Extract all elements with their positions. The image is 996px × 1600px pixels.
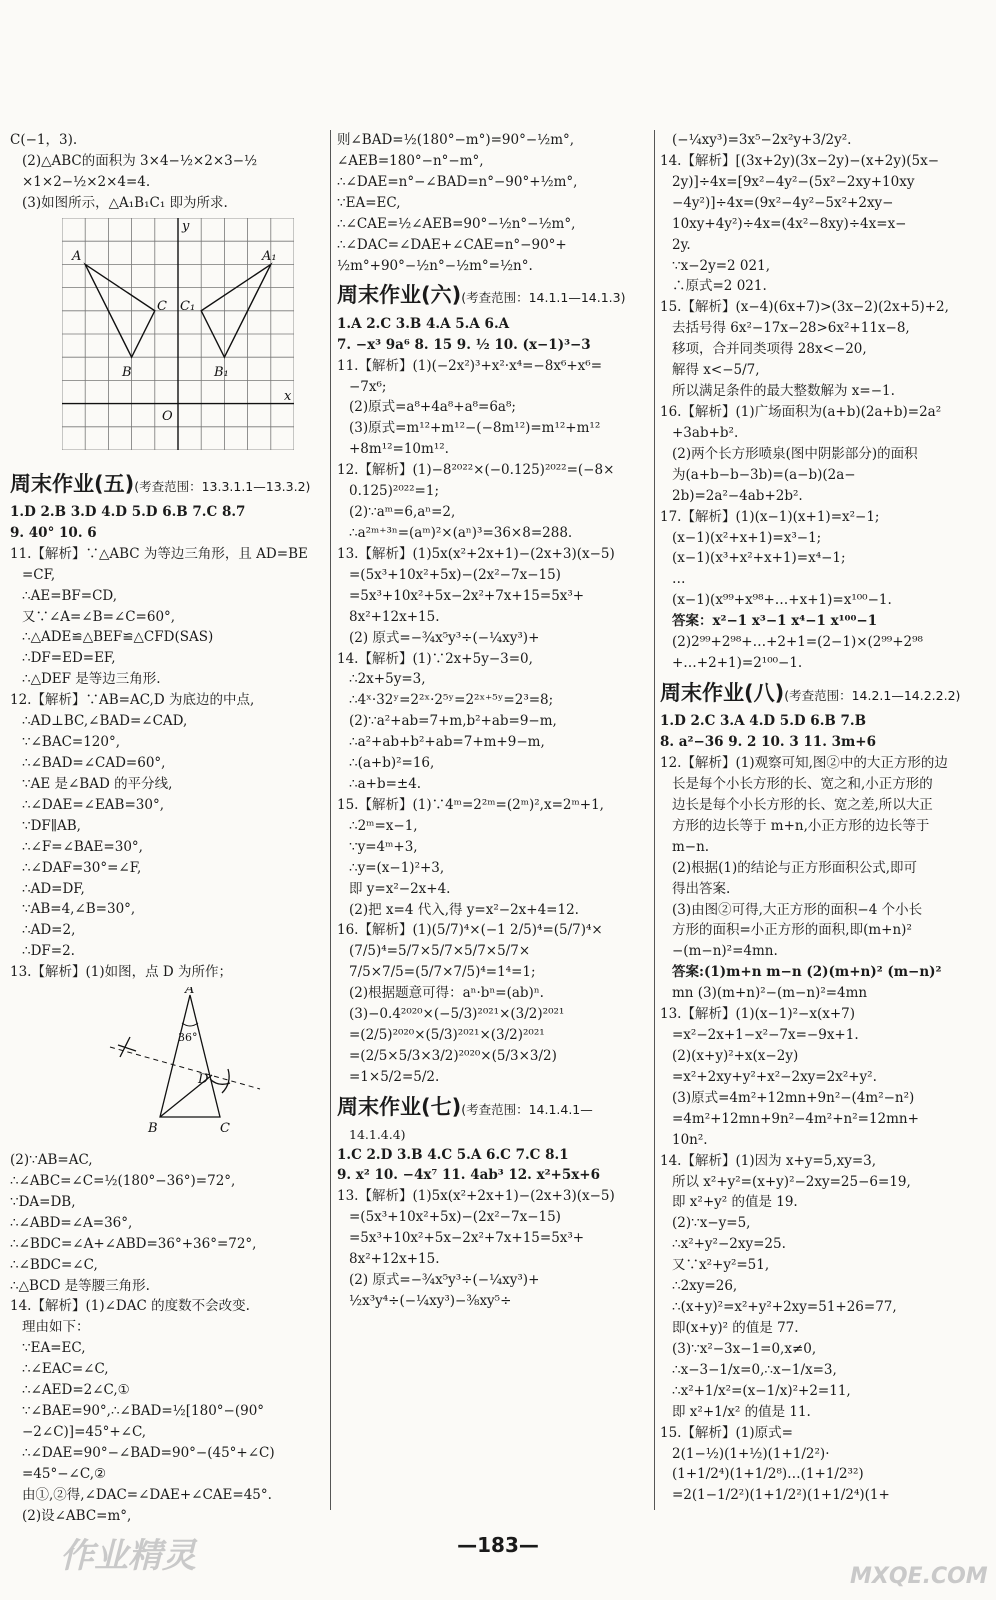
section-title-6: 周末作业(六)(考查范围：14.1.1—14.1.3) <box>337 283 626 308</box>
text-line: 去括号得 6x²−17x−28>6x²+11x−8, <box>672 320 910 337</box>
text-line: ∴∠DAE=n°−∠BAD=n°−90°+½m°, <box>337 173 578 190</box>
text-line: ∴x²+1/x²=(x−1/x)²+2=11, <box>672 1382 851 1399</box>
text-line: ∴∠DAE=∠EAB=30°, <box>22 796 165 813</box>
text-line: (x−1)(x⁹⁹+x⁹⁸+…+x+1)=x¹⁰⁰−1. <box>672 592 892 609</box>
text-line: 2(1−½)(1+½)(1+1/2²)· <box>672 1445 830 1462</box>
text-line: 2y. <box>672 236 691 253</box>
text-line: (2)两个长方形喷泉(图中阴影部分)的面积 <box>672 445 918 462</box>
point-label-C: C <box>157 298 167 314</box>
text-line: 7/5×7/5=(5/7×7/5)⁴=1⁴=1; <box>349 964 536 981</box>
column-divider <box>330 130 331 1510</box>
text-line: (2)∵x−y=5, <box>672 1215 751 1232</box>
text-line: ∵EA=EC, <box>22 1340 86 1357</box>
column-2 <box>337 130 649 1312</box>
text-line: m−n. <box>672 838 710 855</box>
text-line: 14.【解析】[(3x+2y)(3x−2y)−(x+2y)(5x− <box>660 152 940 169</box>
text-line: (7/5)⁴=5/7×5/7×5/7×5/7× <box>349 943 531 960</box>
answer-line: 7. −x³ 9a⁶ 8. 15 9. ½ 10. (x−1)³−3 <box>337 336 591 353</box>
text-line: −7x⁶; <box>349 378 387 395</box>
text-line: 所以 x²+y²=(x+y)²−2xy=25−6=19, <box>672 1173 911 1190</box>
column-divider <box>654 130 655 1510</box>
text-line: 又∵∠A=∠B=∠C=60°, <box>22 608 176 625</box>
text-line: ∴2x+5y=3, <box>349 671 426 688</box>
text-line: ∴a²+ab+b²+ab=7+m+9−m, <box>349 734 545 751</box>
watermark-text: 作业精灵 <box>60 1536 196 1576</box>
text-line: ∴x−3−1/x=0,∴x−1/x=3, <box>672 1361 837 1378</box>
text-line: ∴AD⊥BC,∠BAD=∠CAD, <box>22 713 188 730</box>
text-line: 17.【解析】(1)(x−1)(x+1)=x²−1; <box>660 508 880 525</box>
text-line: =x²−2x+1−x²−7x=−9x+1. <box>672 1027 859 1044</box>
text-line: C(−1，3). <box>10 132 78 148</box>
text-line: −(m−n)²=4mn. <box>672 943 778 960</box>
watermark-text: MXQE.COM <box>850 1564 988 1589</box>
text-line: 则∠BAD=½(180°−m°)=90°−½m°, <box>337 132 575 148</box>
text-line: ∴2ᵐ=x−1, <box>349 817 418 834</box>
text-line: 16.【解析】(1)(5/7)⁴×(−1 2/5)⁴=(5/7)⁴× <box>337 922 603 939</box>
text-line: (2)(x+y)²+x(x−2y) <box>672 1048 799 1065</box>
text-line: =x²+2xy+y²+x²−2xy=2x²+y². <box>672 1068 877 1085</box>
text-line: … <box>672 571 686 588</box>
text-line: ∴△ADE≌△BEF≌△CFD(SAS) <box>22 629 214 646</box>
text-line: ∴2xy=26, <box>672 1278 738 1295</box>
text-line: 12.【解析】∵AB=AC,D 为底边的中点, <box>10 692 255 709</box>
text-line: ∵∠BAE=90°,∴∠BAD=½[180°−(90° <box>22 1403 265 1420</box>
text-line: +3ab+b². <box>672 424 739 441</box>
text-line: (2)∵a²+ab=7+m,b²+ab=9−m, <box>349 713 557 730</box>
text-line: =(5x³+10x²+5x)−(2x²−7x−15) <box>349 566 561 583</box>
text-line: −4y²)]÷4x=(9x²−4y²−5x²+2xy− <box>672 194 894 211</box>
text-line: 14.【解析】(1)∠DAC 的度数不会改变. <box>10 1298 250 1315</box>
text-line: 所以满足条件的最大整数解为 x=−1. <box>672 383 895 400</box>
text-line: 又∵x²+y²=51, <box>672 1257 770 1274</box>
text-line: ∴(x+y)²=x²+y²+2xy=51+26=77, <box>672 1299 897 1316</box>
text-line: (3)∵x²−3x−1=0,x≠0, <box>672 1340 817 1357</box>
text-line: (2)根据(1)的结论与正方形面积公式,即可 <box>672 859 918 876</box>
text-line: ∵x−2y=2 021, <box>672 257 770 274</box>
text-line: ∵EA=EC, <box>337 194 401 211</box>
text-line: (2)设∠ABC=m°, <box>22 1507 132 1524</box>
text-line: ∵AE 是∠BAD 的平分线, <box>22 775 173 792</box>
point-label-B: B <box>122 364 132 380</box>
text-line: ∴∠F=∠BAE=30°, <box>22 838 143 855</box>
text-line: (3)原式=4m²+12mn+9n²−(4m²−n²) <box>672 1089 915 1106</box>
text-line: ×1×2−½×2×4=4. <box>22 173 151 190</box>
answer-line: 答案:(1)m+n m−n (2)(m+n)² (m−n)² <box>672 964 942 981</box>
text-line: ∵y=4ᵐ+3, <box>349 838 418 855</box>
answer-line: 答案：x²−1 x³−1 x⁴−1 x¹⁰⁰−1 <box>672 613 878 630</box>
text-line: 解得 x<−5/7, <box>672 362 760 379</box>
text-line: ∴y=(x−1)²+3, <box>349 859 445 876</box>
section-range-cont: 14.1.4.4) <box>349 1127 406 1143</box>
text-line: 11.【解析】∵△ABC 为等边三角形，且 AD=BE <box>10 545 308 562</box>
text-line: (2)∵aᵐ=6,aⁿ=2, <box>349 504 456 521</box>
text-line: ∴DF=2. <box>22 943 75 960</box>
text-line: 12.【解析】(1)−8²⁰²²×(−0.125)²⁰²²=(−8× <box>337 462 615 479</box>
text-line: +8m¹²=10m¹². <box>349 441 449 458</box>
point-label-A: A <box>72 248 82 264</box>
text-line: ∴AE=BF=CD, <box>22 587 118 604</box>
text-line: 15.【解析】(1)原式= <box>660 1424 793 1441</box>
text-line: =(2/5×5/3×3/2)²⁰²⁰×(5/3×3/2) <box>349 1048 557 1065</box>
section-title-8: 周末作业(八)(考查范围：14.2.1—14.2.2.2) <box>660 680 961 705</box>
text-line: 13.【解析】(1)5x(x²+2x+1)−(2x+3)(x−5) <box>337 1188 615 1205</box>
text-line: (x−1)(x²+x+1)=x³−1; <box>672 529 822 546</box>
text-line: 16.【解析】(1)广场面积为(a+b)(2a+b)=2a² <box>660 403 942 420</box>
text-line: 2y)]÷4x=[9x²−4y²−(5x²−2xy+10xy <box>672 173 915 190</box>
answer-line: 1.A 2.C 3.B 4.A 5.A 6.A <box>337 315 510 332</box>
text-line: 理由如下： <box>22 1319 90 1336</box>
vertex-label-C: C <box>220 1121 230 1137</box>
text-line: (2)根据题意可得：aⁿ·bⁿ=(ab)ⁿ. <box>349 985 544 1002</box>
column-1 <box>10 130 332 1527</box>
origin-label: O <box>162 408 173 424</box>
text-line: 得出答案. <box>672 880 731 897</box>
text-line: =45°−∠C,② <box>22 1465 107 1482</box>
text-line: 边长是每个小长方形的长、宽之差,所以大正 <box>672 796 933 813</box>
text-line: ½m°+90°−½n°−½m°=½n°. <box>337 257 533 274</box>
text-line: (3)−0.4²⁰²⁰×(−5/3)²⁰²¹×(3/2)²⁰²¹ <box>349 1006 565 1023</box>
point-label-C1: C₁ <box>180 298 196 314</box>
text-line: ∴AD=2, <box>22 922 76 939</box>
text-line: ∵∠BAC=120°, <box>22 734 121 751</box>
text-line: ∴(a+b)²=16, <box>349 755 435 772</box>
point-label-D: D <box>198 1072 209 1088</box>
text-line: ∴∠DAE=90°−∠BAD=90°−(45°+∠C) <box>22 1444 275 1461</box>
answer-line: 1.D 2.B 3.D 4.D 5.D 6.B 7.C 8.7 <box>10 503 246 520</box>
triangle-construction-figure <box>90 987 270 1137</box>
text-line: (2) 原式=−¾x⁵y³÷(−¼xy³)+ <box>349 629 540 646</box>
text-line: (3)如图所示，△A₁B₁C₁ 即为所求. <box>22 194 228 211</box>
text-line: =(2/5)²⁰²⁰×(5/3)²⁰²¹×(3/2)²⁰²¹ <box>349 1027 545 1044</box>
text-line: ∴原式=2 021. <box>672 278 767 295</box>
vertex-label-A: A <box>185 987 195 998</box>
section-title-7: 周末作业(七)(考查范围：14.1.4.1— <box>337 1094 593 1119</box>
text-line: ∴∠BAD=∠CAD=60°, <box>22 754 166 771</box>
text-line: ∴4ˣ·32ʸ=2²ˣ·2⁵ʸ=2²ˣ⁺⁵ʸ=2³=8; <box>349 692 554 709</box>
angle-label: 36° <box>178 1031 198 1045</box>
answer-line: 8. a²−36 9. 2 10. 3 11. 3m+6 <box>660 734 876 751</box>
vertex-label-B: B <box>148 1121 158 1137</box>
answer-line: 1.C 2.D 3.B 4.C 5.A 6.C 7.C 8.1 <box>337 1146 569 1163</box>
text-line: 15.【解析】(x−4)(6x+7)>(3x−2)(2x+5)+2, <box>660 299 949 316</box>
text-line: 10n². <box>672 1131 708 1148</box>
text-line: (2)∵AB=AC, <box>10 1152 93 1169</box>
text-line: (2)把 x=4 代入,得 y=x²−2x+4=12. <box>349 901 579 918</box>
text-line: (2)2⁹⁹+2⁹⁸+…+2+1=(2−1)×(2⁹⁹+2⁹⁸ <box>672 634 923 651</box>
text-line: =5x³+10x²+5x−2x²+7x+15=5x³+ <box>349 587 585 604</box>
answer-line: 9. x² 10. −4x⁷ 11. 4ab³ 12. x²+5x+6 <box>337 1167 600 1184</box>
text-line: 14.【解析】(1)∵2x+5y−3=0, <box>337 650 533 667</box>
text-line: 13.【解析】(1)(x−1)²−x(x+7) <box>660 1006 856 1023</box>
text-line: ∴a²ᵐ⁺³ⁿ=(aᵐ)²×(aⁿ)³=36×8=288. <box>349 524 573 541</box>
text-line: ∴∠BDC=∠C, <box>10 1256 98 1273</box>
point-label-A1: A₁ <box>262 248 277 264</box>
section-title-5: 周末作业(五)(考查范围：13.3.1.1—13.3.2) <box>10 471 311 496</box>
text-line: (x−1)(x³+x²+x+1)=x⁴−1; <box>672 550 846 567</box>
text-line: (−¼xy³)=3x⁵−2x²y+3/2y². <box>672 132 852 148</box>
text-line: 11.【解析】(1)(−2x²)³+x²·x⁴=−8x⁶+x⁶= <box>337 357 603 374</box>
text-line: =2(1−1/2²)(1+1/2²)(1+1/2⁴)(1+ <box>672 1487 890 1504</box>
text-line: =5x³+10x²+5x−2x²+7x+15=5x³+ <box>349 1230 585 1247</box>
answer-line: 1.D 2.C 3.A 4.D 5.D 6.B 7.B <box>660 713 867 730</box>
text-line: 0.125)²⁰²²=1; <box>349 483 440 500</box>
x-axis-label: x <box>284 388 292 404</box>
text-line: (3)原式=m¹²+m¹²−(−8m¹²)=m¹²+m¹² <box>349 420 601 437</box>
text-line: ∴∠DAF=30°=∠F, <box>22 859 142 876</box>
text-line: ∴AD=DF, <box>22 880 85 897</box>
text-line: ∴△BCD 是等腰三角形. <box>10 1277 150 1294</box>
y-axis-label: y <box>182 218 190 234</box>
text-line: ∴△DEF 是等边三角形. <box>22 671 161 688</box>
text-line: 13.【解析】(1)5x(x²+2x+1)−(2x+3)(x−5) <box>337 545 615 562</box>
text-line: =CF, <box>22 566 56 583</box>
text-line: ∵AB=4,∠B=30°, <box>22 901 136 918</box>
text-line: ∴∠EAC=∠C, <box>22 1361 109 1378</box>
point-label-B1: B₁ <box>214 364 229 380</box>
text-line: ∴∠ABC=∠C=½(180°−36°)=72°, <box>10 1172 236 1189</box>
text-line: ∴∠BDC=∠A+∠ABD=36°+36°=72°, <box>10 1235 257 1252</box>
text-line: 即 y=x²−2x+4. <box>349 880 451 897</box>
text-line: 12.【解析】(1)观察可知,图②中的大正方形的边 <box>660 755 948 772</box>
text-line: 2b)=2a²−4ab+2b². <box>672 487 803 504</box>
text-line: 即(x+y)² 的值是 77. <box>672 1320 799 1336</box>
text-line: (2)原式=a⁸+4a⁸+a⁸=6a⁸; <box>349 399 516 416</box>
text-line: 为(a+b−b−3b)=(a−b)(2a− <box>672 466 856 483</box>
text-line: 10xy+4y²)÷4x=(4x²−8xy)÷4x=x− <box>672 215 907 232</box>
text-line: 长是每个小长方形的长、宽之和,小正方形的 <box>672 776 933 793</box>
text-line: 即 x²+1/x² 的值是 11. <box>672 1403 811 1420</box>
text-line: ∵DA=DB, <box>10 1193 76 1210</box>
text-line: (1+1/2⁴)(1+1/2⁸)…(1+1/2³²) <box>672 1466 864 1483</box>
text-line: ∴∠AED=2∠C,① <box>22 1382 130 1399</box>
text-line: =1×5/2=5/2. <box>349 1068 440 1085</box>
text-line: 8x²+12x+15. <box>349 1251 440 1268</box>
text-line: 移项，合并同类项得 28x<−20, <box>672 341 867 358</box>
text-line: (3)由图②可得,大正方形的面积−4 个小长 <box>672 901 923 918</box>
text-line: ∠AEB=180°−n°−m°, <box>337 152 484 169</box>
answer-line: 9. 40° 10. 6 <box>10 524 97 541</box>
text-line: ½x³y⁴÷(−¼xy³)−⅜xy⁵÷ <box>349 1292 512 1309</box>
text-line: ∴x²+y²−2xy=25. <box>672 1236 786 1253</box>
text-line: ∴∠CAE=½∠AEB=90°−½n°−½m°, <box>337 215 576 232</box>
text-line: (2)△ABC的面积为 3×4−½×2×3−½ <box>22 152 258 169</box>
text-line: mn (3)(m+n)²−(m−n)²=4mn <box>672 985 868 1002</box>
text-line: ∴a+b=±4. <box>349 776 422 793</box>
coordinate-grid-figure <box>62 218 294 450</box>
text-line: 即 x²+y² 的值是 19. <box>672 1194 798 1211</box>
page-number: —183— <box>457 1533 539 1557</box>
text-line: 13.【解析】(1)如图，点 D 为所作； <box>10 964 232 981</box>
text-line: =(5x³+10x²+5x)−(2x²−7x−15) <box>349 1209 561 1226</box>
column-3 <box>660 130 982 1506</box>
text-line: ∴DF=ED=EF, <box>22 650 116 667</box>
text-line: 由①,②得,∠DAC=∠DAE+∠CAE=45°. <box>22 1486 272 1503</box>
text-line: 14.【解析】(1)因为 x+y=5,xy=3, <box>660 1152 877 1169</box>
text-line: ∴∠DAC=∠DAE+∠CAE=n°−90°+ <box>337 236 567 253</box>
text-line: −2∠C)]=45°+∠C, <box>22 1424 147 1441</box>
text-line: (2) 原式=−¾x⁵y³÷(−¼xy³)+ <box>349 1272 540 1289</box>
text-line: ∴∠ABD=∠A=36°, <box>10 1214 133 1231</box>
text-line: ∵DF∥AB, <box>22 817 81 834</box>
text-line: =4m²+12mn+9n²−4m²+n²=12mn+ <box>672 1110 919 1127</box>
text-line: 15.【解析】(1)∵4ᵐ=2²ᵐ=(2ᵐ)²,x=2ᵐ+1, <box>337 796 604 813</box>
text-line: 8x²+12x+15. <box>349 608 440 625</box>
text-line: +…+2+1)=2¹⁰⁰−1. <box>672 655 803 672</box>
text-line: 方形的边长等于 m+n,小正方形的边长等于 <box>672 817 930 834</box>
text-line: 方形的面积=小正方形的面积,即(m+n)² <box>672 922 912 939</box>
